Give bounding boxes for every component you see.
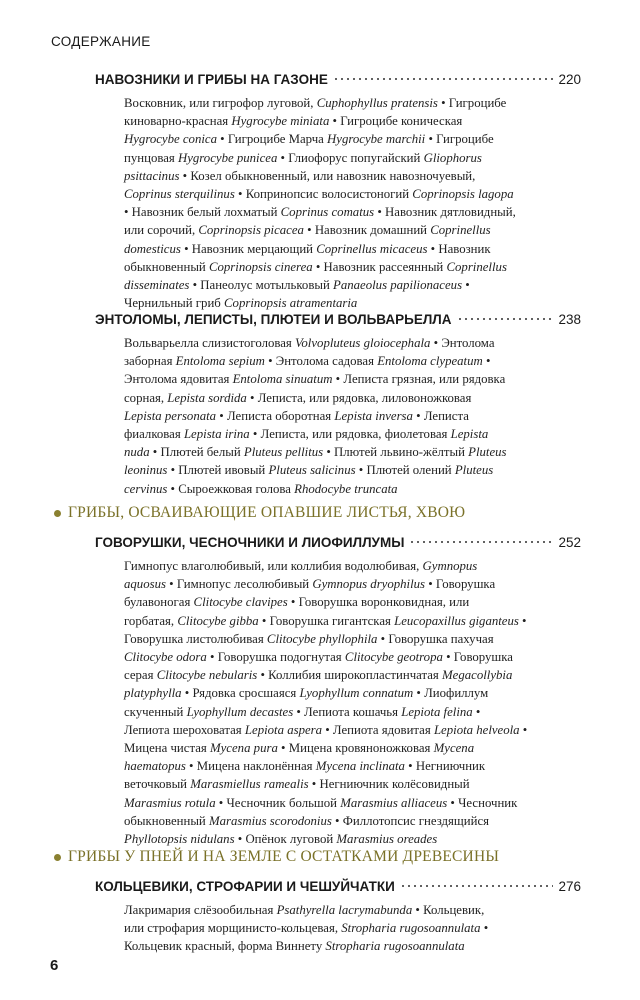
latin-name: haematopus — [124, 759, 186, 774]
common-name: • Сыроежковая голова — [167, 481, 295, 496]
common-name: • Гигроцибе — [425, 132, 494, 147]
latin-name: Clitocybe gibba — [177, 613, 259, 628]
latin-name: Coprinellus — [446, 259, 507, 274]
description-line — [124, 575, 564, 593]
latin-name: disseminates — [124, 278, 190, 293]
common-name: • Гигроцибе — [437, 96, 507, 110]
common-name: • Говорушка пахучая — [377, 631, 494, 646]
latin-name: Cuphophyllus pratensis — [316, 96, 438, 110]
common-name: пунцовая — [124, 150, 178, 165]
description-line — [124, 94, 564, 112]
toc-entry-head — [95, 535, 581, 553]
common-name: • Копринопсис волосистоногий — [234, 187, 413, 202]
description-line — [124, 276, 564, 294]
latin-name: Pluteus — [454, 463, 494, 478]
description-line — [124, 666, 564, 684]
running-header: СОДЕРЖАНИЕ — [51, 34, 151, 49]
latin-name: Marasmius rotula — [124, 795, 216, 810]
common-name: • Плютей львино-жёлтый — [323, 445, 469, 460]
latin-name: Hygrocybe punicea — [177, 150, 278, 165]
description-line — [124, 648, 564, 666]
latin-name: Coprinellus — [430, 223, 491, 238]
latin-name: Coprinus sterquilinus — [124, 187, 235, 202]
common-name: • — [519, 722, 528, 737]
common-name: Лакримария слёзообильная — [124, 903, 277, 917]
toc-entry-description — [124, 94, 564, 312]
section-bullet-icon — [54, 854, 61, 861]
latin-name: Coprinopsis cinerea — [208, 259, 313, 274]
latin-name: Volvopluteus gloiocephala — [295, 336, 431, 350]
section-title: ГРИБЫ У ПНЕЙ И НА ЗЕМЛЕ С ОСТАТКАМИ ДРЕВЕСИНЫ — [68, 848, 500, 865]
latin-name: Lyophyllum connatum — [299, 686, 414, 701]
common-name: • Филлотопсис гнездящийся — [331, 813, 490, 828]
common-name: • — [480, 921, 489, 936]
section-heading — [54, 504, 465, 522]
toc-entry-description — [124, 334, 564, 498]
common-name: Лепиота шероховатая — [124, 722, 245, 737]
common-name: горбатая, — [124, 613, 178, 628]
latin-name: Gymnopus — [422, 559, 478, 573]
common-name: • Плютей ивовый — [167, 463, 269, 478]
common-name: • — [462, 278, 470, 293]
description-line — [124, 557, 564, 575]
description-line — [124, 461, 564, 479]
description-line — [124, 389, 564, 407]
latin-name: psittacinus — [124, 168, 180, 183]
common-name: • Мицена кровяноножковая — [277, 741, 434, 756]
description-line — [124, 919, 564, 937]
latin-name: Clitocybe odora — [124, 650, 207, 665]
toc-entry[interactable] — [95, 312, 581, 330]
description-line — [124, 775, 564, 793]
description-line — [124, 443, 564, 461]
latin-name: Marasmiellus ramealis — [190, 777, 309, 792]
latin-name: Clitocybe geotropa — [344, 650, 443, 665]
common-name: Энтолома ядовитая — [124, 372, 233, 387]
latin-name: Psathyrella lacrymabunda — [276, 903, 413, 917]
dot-leader — [457, 313, 554, 323]
common-name: • Навозник мерцающий — [180, 241, 317, 256]
common-name: • — [482, 354, 491, 369]
common-name: • Леписта, или рядовка, лиловоножковая — [246, 390, 472, 405]
latin-name: Entoloma sepium — [175, 354, 265, 369]
latin-name: Lepiota helveola — [433, 722, 520, 737]
description-line — [124, 757, 564, 775]
common-name: • Коллибия широкопластинчатая — [257, 668, 442, 683]
common-name: Мицена чистая — [124, 741, 210, 756]
latin-name: Coprinopsis atramentaria — [224, 296, 358, 311]
latin-name: Clitocybe clavipes — [193, 595, 288, 610]
latin-name: aquosus — [124, 577, 166, 592]
toc-entry-description — [124, 901, 564, 956]
description-line — [124, 352, 564, 370]
common-name: фиалковая — [124, 427, 184, 442]
latin-name: Hygrocybe marchii — [327, 132, 426, 147]
latin-name: leoninus — [124, 463, 168, 478]
toc-entry-title: ЭНТОЛОМЫ, ЛЕПИСТЫ, ПЛЮТЕИ И ВОЛЬВАРЬЕЛЛА — [95, 312, 452, 327]
common-name: или строфария морщинисто-кольцевая, — [124, 921, 342, 936]
common-name: • Лепиота ядовитая — [322, 722, 434, 737]
common-name: веточковый — [124, 777, 191, 792]
common-name: • Гигроцибе коническая — [329, 114, 463, 129]
description-line — [124, 901, 564, 919]
page-number: 6 — [50, 957, 59, 974]
common-name: или сорочий, — [124, 223, 199, 238]
description-line — [124, 425, 564, 443]
common-name: • Чесночник большой — [215, 795, 341, 810]
latin-name: Lepista — [450, 427, 489, 442]
dot-leader — [333, 73, 554, 83]
latin-name: Megacollybia — [442, 668, 513, 683]
description-line — [124, 221, 564, 239]
latin-name: Lepista personata — [124, 408, 217, 423]
toc-entry-title: ГОВОРУШКИ, ЧЕСНОЧНИКИ И ЛИОФИЛЛУМЫ — [95, 535, 405, 550]
latin-name: Entoloma clypeatum — [377, 354, 483, 369]
common-name: • Говорушка воронковидная, или — [287, 595, 470, 610]
latin-name: Pluteus — [468, 445, 507, 460]
latin-name: Hygrocybe miniata — [231, 114, 330, 129]
latin-name: Mycena pura — [209, 741, 278, 756]
latin-name: nuda — [124, 445, 150, 460]
latin-name: Marasmius scorodonius — [208, 813, 332, 828]
latin-name: Rhodocybe truncata — [294, 481, 398, 496]
latin-name: domesticus — [124, 241, 181, 256]
common-name: • Энтолома — [430, 336, 495, 350]
common-name: • Глиофорус попугайский — [277, 150, 424, 165]
latin-name: Stropharia rugosoannulata — [341, 921, 481, 936]
latin-name: Mycena — [433, 741, 475, 756]
latin-name: Coprinopsis lagopa — [412, 187, 514, 202]
dot-leader — [409, 536, 553, 546]
common-name: • Кольцевик, — [412, 903, 485, 917]
latin-name: Clitocybe phyllophila — [266, 631, 378, 646]
common-name: • Навозник — [427, 241, 491, 256]
latin-name: Leucopaxillus giganteus — [394, 613, 519, 628]
latin-name: Gymnopus dryophilus — [312, 577, 426, 592]
toc-entry-head — [95, 72, 581, 90]
common-name: • Говорушка — [442, 650, 513, 665]
description-line — [124, 721, 564, 739]
toc-entry-page: 220 — [558, 72, 581, 87]
latin-name: Marasmius alliaceus — [340, 795, 448, 810]
latin-name: Lepista sordida — [167, 390, 247, 405]
toc-entry-page: 238 — [558, 312, 581, 327]
latin-name: Phyllotopsis nidulans — [124, 832, 235, 847]
common-name: Чернильный гриб — [124, 296, 225, 311]
latin-name: Lepiota felina — [401, 704, 473, 719]
common-name: • Козел обыкновенный, или навозник навозночуевый, — [179, 168, 476, 183]
toc-entry-page: 252 — [558, 535, 581, 550]
description-line — [124, 294, 564, 312]
toc-entry-title: КОЛЬЦЕВИКИ, СТРОФАРИИ И ЧЕШУЙЧАТКИ — [95, 879, 395, 894]
common-name: • Лиофиллум — [413, 686, 489, 701]
description-line — [124, 334, 564, 352]
latin-name: Entoloma sinuatum — [232, 372, 333, 387]
description-line — [124, 937, 564, 955]
common-name: • Навозник рассеянный — [312, 259, 447, 274]
common-name: киноварно-красная — [124, 114, 232, 129]
description-line — [124, 407, 564, 425]
common-name: • Негниючник — [404, 759, 486, 774]
common-name: серая — [124, 668, 157, 683]
common-name: Вольварьелла слизистоголовая — [124, 336, 296, 350]
description-line — [124, 167, 564, 185]
common-name: • Леписта оборотная — [216, 408, 335, 423]
common-name: скученный — [124, 704, 187, 719]
common-name: • Навозник белый лохматый — [124, 205, 281, 220]
common-name: • — [518, 613, 527, 628]
description-line — [124, 703, 564, 721]
latin-name: platyphylla — [124, 686, 182, 701]
common-name: • Навозник домашний — [303, 223, 431, 238]
common-name: • Леписта — [412, 408, 469, 423]
latin-name: Coprinellus micaceus — [316, 241, 428, 256]
description-line — [124, 794, 564, 812]
description-line — [124, 684, 564, 702]
common-name: Кольцевик красный, форма Виннету — [124, 939, 326, 954]
description-line — [124, 370, 564, 388]
description-line — [124, 630, 564, 648]
latin-name: Panaeolus papilionaceus — [333, 278, 463, 293]
common-name: Восковник, или гигрофор луговой, — [124, 96, 317, 110]
description-line — [124, 739, 564, 757]
description-line — [124, 185, 564, 203]
common-name: • Говорушка — [425, 577, 496, 592]
latin-name: cervinus — [124, 481, 168, 496]
common-name: • Лепиота кошачья — [293, 704, 402, 719]
toc-entry-page: 276 — [558, 879, 581, 894]
common-name: • Гигроцибе Марча — [216, 132, 328, 147]
common-name: • — [472, 704, 481, 719]
description-line — [124, 480, 564, 498]
toc-entry-head — [95, 879, 581, 897]
toc-entry-head — [95, 312, 581, 330]
common-name: • Леписта грязная, или рядовка — [332, 372, 506, 387]
latin-name: Hygrocybe conica — [124, 132, 217, 147]
common-name: • Гимнопус лесолюбивый — [165, 577, 313, 592]
section-bullet-icon — [54, 510, 61, 517]
latin-name: Pluteus salicinus — [268, 463, 356, 478]
common-name: • Панеолус мотыльковый — [189, 278, 334, 293]
latin-name: Lepista inversa — [334, 408, 413, 423]
description-line — [124, 612, 564, 630]
latin-name: Gliophorus — [423, 150, 482, 165]
description-line — [124, 812, 564, 830]
latin-name: Pluteus pellitus — [243, 445, 324, 460]
description-line — [124, 203, 564, 221]
toc-entry[interactable] — [95, 879, 581, 897]
common-name: • Чесночник — [447, 795, 518, 810]
description-line — [124, 830, 564, 848]
latin-name: Clitocybe nebularis — [156, 668, 258, 683]
common-name: заборная — [124, 354, 176, 369]
latin-name: Stropharia rugosoannulata — [325, 939, 465, 954]
common-name: • Мицена наклонённая — [185, 759, 316, 774]
section-title: ГРИБЫ, ОСВАИВАЮЩИЕ ОПАВШИЕ ЛИСТЬЯ, ХВОЮ — [68, 504, 466, 521]
toc-entry-title: НАВОЗНИКИ И ГРИБЫ НА ГАЗОНЕ — [95, 72, 328, 87]
description-line — [124, 112, 564, 130]
toc-entry-description — [124, 557, 564, 848]
toc-entry[interactable] — [95, 72, 581, 90]
common-name: • Плютей олений — [355, 463, 455, 478]
latin-name: Coprinus comatus — [280, 205, 375, 220]
common-name: • Говорушка гигантская — [258, 613, 395, 628]
common-name: • Плютей белый — [149, 445, 244, 460]
common-name: обыкновенный — [124, 259, 209, 274]
latin-name: Coprinopsis picacea — [198, 223, 304, 238]
dot-leader — [400, 880, 554, 890]
latin-name: Lepista irina — [183, 427, 250, 442]
toc-entry[interactable] — [95, 535, 581, 553]
description-line — [124, 149, 564, 167]
common-name: • Рядовка сросшаяся — [181, 686, 300, 701]
latin-name: Mycena inclinata — [315, 759, 405, 774]
common-name: • Леписта, или рядовка, фиолетовая — [249, 427, 451, 442]
description-line — [124, 240, 564, 258]
common-name: • Опёнок луговой — [234, 832, 337, 847]
description-line — [124, 258, 564, 276]
latin-name: Marasmius oreades — [336, 832, 438, 847]
common-name: • Негниючник колёсовидный — [308, 777, 470, 792]
description-line — [124, 130, 564, 148]
common-name: Гимнопус влаголюбивый, или коллибия водолюбивая, — [124, 559, 423, 573]
common-name: • Энтолома садовая — [264, 354, 378, 369]
common-name: Говорушка листолюбивая — [124, 631, 267, 646]
latin-name: Lyophyllum decastes — [186, 704, 294, 719]
latin-name: Lepiota aspera — [244, 722, 323, 737]
common-name: • Говорушка подогнутая — [206, 650, 345, 665]
common-name: • Навозник дятловидный, — [374, 205, 516, 220]
section-heading — [54, 848, 499, 866]
description-line — [124, 593, 564, 611]
common-name: сорная, — [124, 390, 168, 405]
common-name: обыкновенный — [124, 813, 209, 828]
common-name: булавоногая — [124, 595, 194, 610]
